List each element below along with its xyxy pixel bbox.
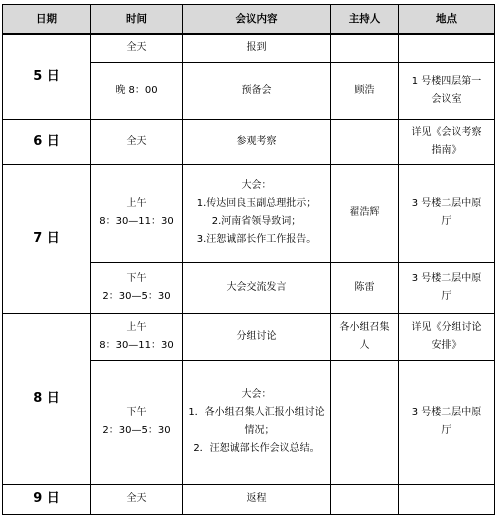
place-line: 厅 xyxy=(441,290,452,302)
content-cell: 分组讨论 xyxy=(183,313,331,360)
time-cell xyxy=(91,164,183,262)
date-cell: 5 日 xyxy=(3,34,91,119)
content-cell xyxy=(183,360,331,484)
content-cell xyxy=(183,164,331,262)
agenda-item: 2．汪恕诚部长作会议总结。 xyxy=(193,443,320,454)
place-cell xyxy=(399,119,495,164)
agenda-heading: 大会： xyxy=(241,180,272,191)
time-cell: 全天 xyxy=(91,119,183,164)
place-cell xyxy=(399,34,495,62)
time-cell: 晚 8：00 xyxy=(91,62,183,119)
host-cell xyxy=(331,313,399,360)
time-label: 下午 xyxy=(126,407,147,418)
place-cell xyxy=(399,262,495,313)
place-cell xyxy=(399,164,495,262)
time-label: 下午 xyxy=(126,272,147,284)
table-row xyxy=(3,34,495,62)
host-cell xyxy=(331,119,399,164)
place-line: 3 号楼二层中原 xyxy=(411,272,482,284)
table-row xyxy=(3,164,495,262)
header-host: 主持人 xyxy=(331,5,399,35)
table-row xyxy=(3,484,495,514)
place-line: 3 号楼二层中原 xyxy=(411,407,482,418)
host-cell: 翟浩辉 xyxy=(331,164,399,262)
place-line: 3 号楼二层中原 xyxy=(411,198,482,209)
time-cell: 全天 xyxy=(91,484,183,514)
content-cell: 报到 xyxy=(183,34,331,62)
content-cell: 大会交流发言 xyxy=(183,262,331,313)
table-header-row xyxy=(3,5,495,35)
place-line: 厅 xyxy=(441,425,452,436)
host-line: 各小组召集 xyxy=(339,321,390,333)
time-cell xyxy=(91,313,183,360)
date-cell: 6 日 xyxy=(3,119,91,164)
content-cell: 返程 xyxy=(183,484,331,514)
place-cell xyxy=(399,313,495,360)
agenda-item: 1．各小组召集人汇报小组讨论情况； xyxy=(188,407,325,436)
time-range: 2：30—5：30 xyxy=(102,290,171,302)
agenda-item: 3.汪恕诚部长作工作报告。 xyxy=(196,234,317,245)
agenda-heading: 大会： xyxy=(241,389,272,400)
place-line: 安排》 xyxy=(431,339,462,351)
table-row xyxy=(3,119,495,164)
time-range: 2：30—5：30 xyxy=(102,425,171,436)
header-content: 会议内容 xyxy=(183,5,331,35)
time-cell xyxy=(91,262,183,313)
date-cell: 8 日 xyxy=(3,313,91,484)
meeting-schedule-table xyxy=(2,4,495,515)
host-cell: 顾浩 xyxy=(331,62,399,119)
time-cell: 全天 xyxy=(91,34,183,62)
place-line: 详见《分组讨论 xyxy=(411,321,482,333)
host-cell xyxy=(331,484,399,514)
content-cell: 预备会 xyxy=(183,62,331,119)
host-cell xyxy=(331,360,399,484)
place-line: 会议室 xyxy=(431,93,462,105)
place-line: 厅 xyxy=(441,216,452,227)
place-cell xyxy=(399,484,495,514)
place-line: 指南》 xyxy=(431,144,462,156)
place-line: 1 号楼四层第一 xyxy=(411,75,482,87)
date-cell: 7 日 xyxy=(3,164,91,313)
agenda-item: 1.传达回良玉副总理批示； xyxy=(196,198,317,209)
place-line: 详见《会议考察 xyxy=(411,126,482,138)
agenda-item: 2.河南省领导致词； xyxy=(211,216,302,227)
time-label: 上午 xyxy=(126,198,147,209)
host-line: 人 xyxy=(359,339,370,351)
header-date: 日期 xyxy=(3,5,91,35)
date-cell: 9 日 xyxy=(3,484,91,514)
host-cell: 陈雷 xyxy=(331,262,399,313)
host-cell xyxy=(331,34,399,62)
place-cell xyxy=(399,360,495,484)
header-time: 时间 xyxy=(91,5,183,35)
content-cell: 参观考察 xyxy=(183,119,331,164)
table-row xyxy=(3,313,495,360)
schedule-sheet xyxy=(2,4,494,515)
place-cell xyxy=(399,62,495,119)
header-place: 地点 xyxy=(399,5,495,35)
time-label: 上午 xyxy=(126,321,147,333)
time-range: 8：30—11：30 xyxy=(99,339,174,351)
time-cell xyxy=(91,360,183,484)
time-range: 8：30—11：30 xyxy=(99,216,174,227)
